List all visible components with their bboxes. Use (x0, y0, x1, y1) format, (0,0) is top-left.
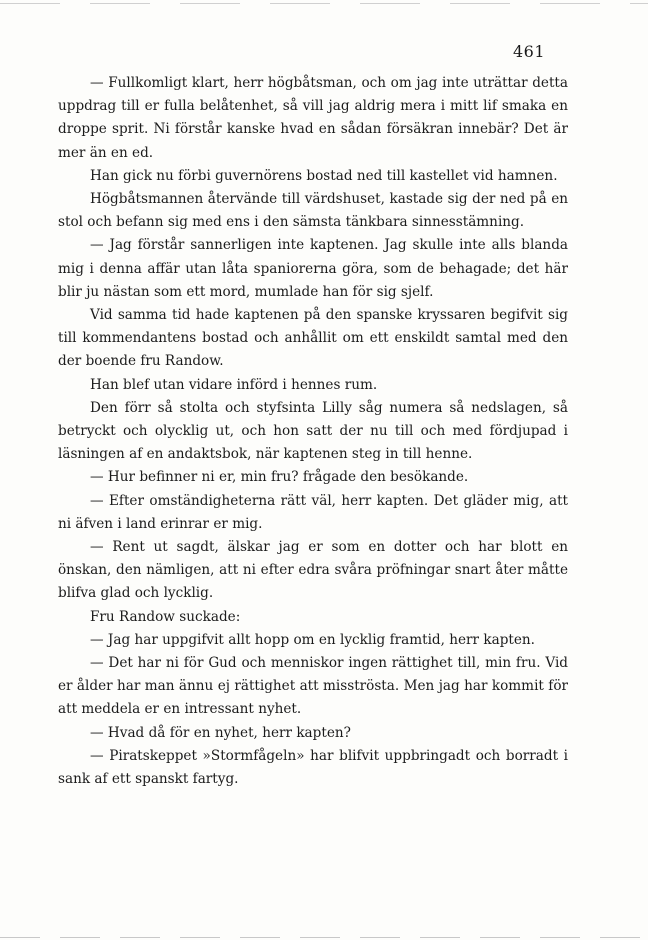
paragraph: Han blef utan vidare införd i hennes rum. (90, 376, 378, 393)
page-number: 461 (512, 42, 545, 61)
paragraph: — Jag har uppgifvit allt hopp om en lycklig framtid, herr kapten. (90, 631, 536, 648)
paragraph: Högbåtsmannen återvände till värdshuset, kastade sig der ned på en stol och befann sig med ens i den sämsta tänkbara sinnesstämning. (58, 191, 568, 231)
paragraph: Vid samma tid hade kaptenen på den spanske kryssaren begifvit sig till kommendantens bostad och anhållit om ett enskildt samtal med den der boende fru Randow. (58, 307, 568, 370)
paragraph: Den förr så stolta och styfsinta Lilly såg numera så nedslagen, så betryckt och olycklig ut, och hon satt der nu till och med fördjupad i läsningen af en andaktsbok, när kaptenen steg in till henne. (58, 399, 568, 463)
paragraph: — Hvad då för en nyhet, herr kapten? (90, 724, 351, 741)
paragraph: — Hur befinner ni er, min fru? frågade den besökande. (90, 469, 469, 486)
paragraph: — Efter omständigheterna rätt väl, herr kapten. Det gläder mig, att ni äfven i land erinrar er mig. (58, 492, 568, 532)
paragraph: — Rent ut sagdt, älskar jag er som en dotter och har blott en önskan, den nämligen, att ni efter edra svåra pröfningar snart åter måtte blifva glad och lycklig. (58, 539, 568, 602)
paragraph: — Jag förstår sannerligen inte kaptenen. Jag skulle inte alls blanda mig i denna affär utan låta spaniorerna göra, som de behagade; det här blir ju nästan som ett mord, mumlade han för sig sjelf. (58, 237, 568, 300)
paragraph: — Fullkomligt klart, herr högbåtsman, och om jag inte uträttar detta uppdrag till er fulla belåtenhet, så vill jag aldrig mera i mitt lif smaka en droppe sprit. Ni förstår kanske hvad en sådan försäkran innebär? Det är mer än en ed. (58, 75, 568, 161)
bottom-edge-rule (0, 937, 648, 938)
body-text (58, 72, 568, 791)
paragraph: — Det har ni för Gud och menniskor ingen rättighet till, min fru. Vid er ålder har man ännu ej rättighet att misströsta. Men jag har kommit för att meddela er en intressant nyhet. (58, 655, 568, 718)
paragraph: Han gick nu förbi guvernörens bostad ned till kastellet vid hamnen. (90, 167, 558, 184)
paragraph: — Piratskeppet »Stormfågeln» har blifvit uppbringadt och borradt i sank af ett spanskt fartyg. (58, 747, 568, 788)
paragraph: Fru Randow suckade: (90, 608, 241, 625)
top-edge-rule (0, 3, 648, 4)
